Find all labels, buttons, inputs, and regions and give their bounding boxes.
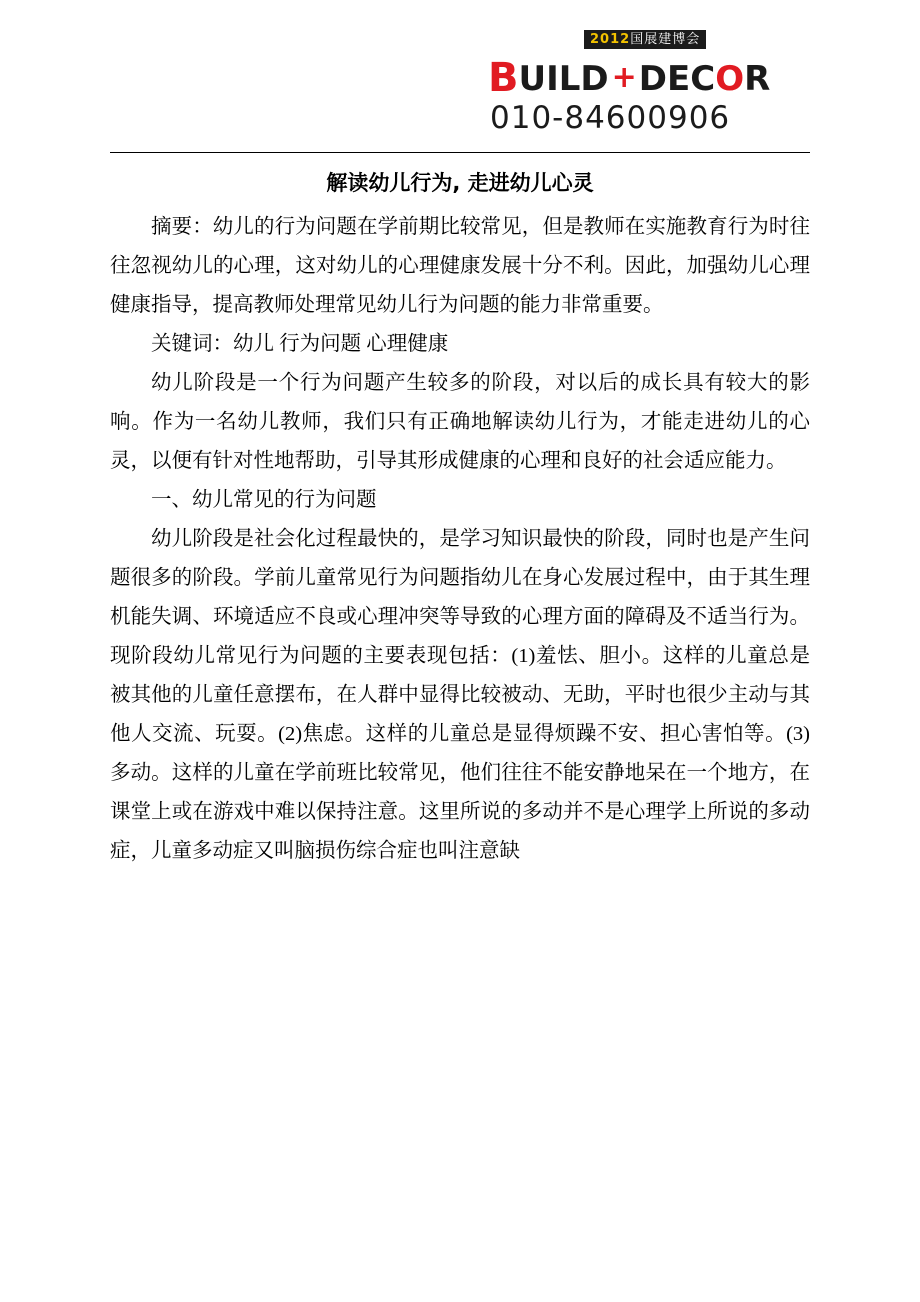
logo-letter-b: B: [488, 55, 518, 101]
page-title: 解读幼儿行为, 走进幼儿心灵: [326, 171, 594, 195]
paragraph-abstract: 摘要：幼儿的行为问题在学前期比较常见，但是教师在实施教育行为时往往忽视幼儿的心理，这对幼儿的心理健康发展十分不利。因此，加强幼儿心理健康指导，提高教师处理常见幼儿行为问题的能力非常重要。: [110, 216, 810, 316]
logo-plus-icon: +: [611, 60, 637, 95]
logo-text-uild: UILD: [518, 59, 609, 99]
logo-letter-o: O: [715, 59, 745, 99]
logo-banner-year: 2012: [590, 32, 631, 47]
logo-banner: [584, 30, 706, 49]
header-logo-block: [488, 32, 788, 136]
build-decor-logo: [488, 32, 788, 101]
paragraph-section-one-body: 幼儿阶段是社会化过程最快的，是学习知识最快的阶段，同时也是产生问题很多的阶段。学前儿童常见行为问题指幼儿在身心发展过程中，由于其生理机能失调、环境适应不良或心理冲突等导致的心理方面的障碍及不适当行为。现阶段幼儿常见行为问题的主要表现包括：(1)羞怯、胆小。这样的儿童总是被其他的儿童任意摆布，在人群中显得比较被动、无助，平时也很少主动与其他人交流、玩耍。(2)焦虑。这样的儿童总是显得烦躁不安、担心害怕等。(3)多动。这样的儿童在学前班比较常见，他们往往不能安静地呆在一个地方，在课堂上或在游戏中难以保持注意。这里所说的多动并不是心理学上所说的多动症，儿童多动症又叫脑损伤综合症也叫注意缺: [110, 528, 810, 862]
contact-phone: 010-84600906: [490, 100, 731, 136]
section-heading-one: 一、幼儿常见的行为问题: [151, 489, 377, 511]
document-body: [110, 166, 810, 871]
paragraph-intro: 幼儿阶段是一个行为问题产生较多的阶段，对以后的成长具有较大的影响。作为一名幼儿教师，我们只有正确地解读幼儿行为，才能走进幼儿的心灵，以便有针对性地帮助，引导其形成健康的心理和良好的社会适应能力。: [110, 372, 810, 472]
header-divider: [110, 152, 810, 153]
logo-text-decor: DECOR: [638, 59, 771, 99]
logo-banner-text: 国展建博会: [630, 32, 701, 47]
paragraph-keywords: 关键词：幼儿 行为问题 心理健康: [151, 333, 449, 355]
